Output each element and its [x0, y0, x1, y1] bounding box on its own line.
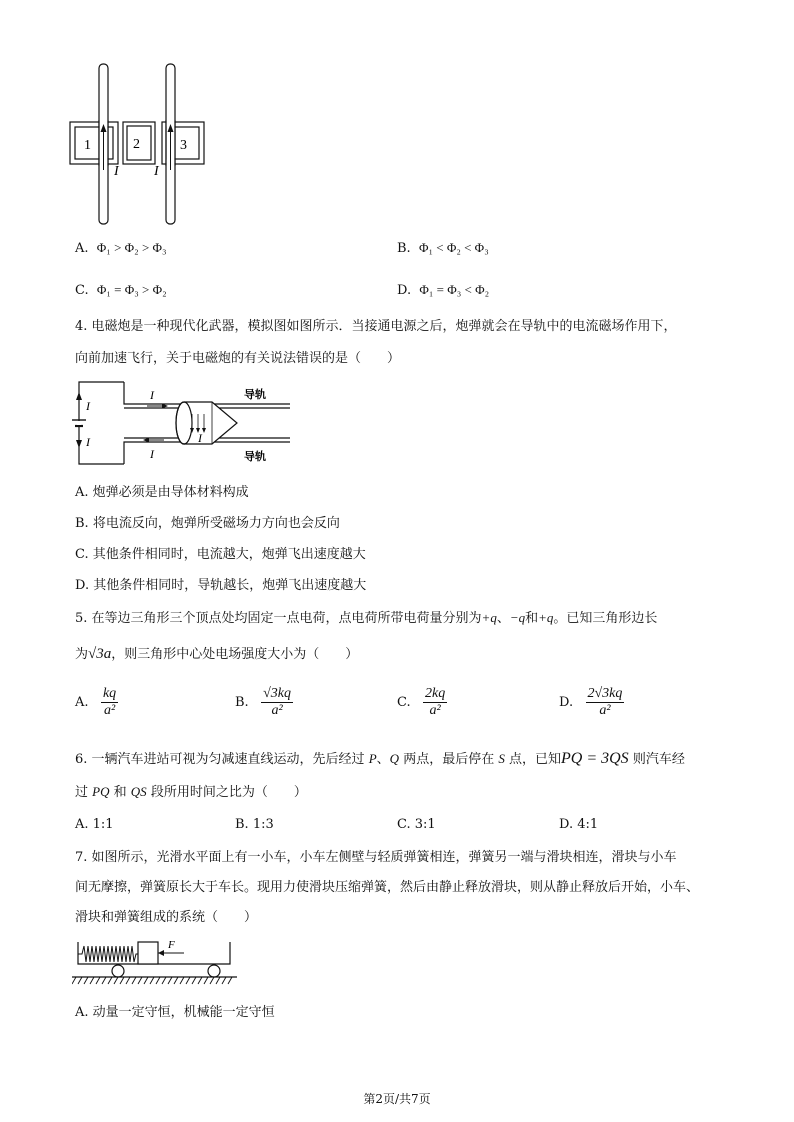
- q5-stem-line1: 5. 在等边三角形三个顶点处均固定一点电荷，点电荷所带电荷量分别为+q、−q和+q。已知三角形边长: [75, 610, 658, 626]
- fraction: $\frac{2√3kq}{\text{a²}}$: [587, 686, 623, 718]
- q4-stem-line1: 4. 电磁炮是一种现代化武器，模拟图如图所示．当接通电源之后，炮弹就会在导轨中的电流磁场作用下，: [75, 319, 677, 334]
- fraction: $\frac{2kq}{\text{a²}}$: [425, 686, 446, 718]
- q3-option-c: C. Φ₁ = Φ₃ > Φ₂: [75, 282, 167, 298]
- q3-figure: [66, 60, 216, 230]
- q5-option-c: C. $\frac{2kq}{\text{a²}}$: [397, 686, 446, 718]
- q6-option-b: B. 1:3: [235, 817, 274, 832]
- q5-stem-line2: 为√3a，则三角形中心处电场强度大小为（ ）: [75, 646, 359, 662]
- q4-option-d: D. 其他条件相同时，导轨越长，炮弹飞出速度越大: [75, 578, 367, 593]
- q6-stem-line2: 过 PQ 和 QS 段所用时间之比为（ ）: [75, 784, 307, 800]
- page-number: 第2页/共7页: [363, 1092, 431, 1106]
- loop-1: [70, 122, 118, 164]
- current-label-right: I: [154, 164, 159, 179]
- q4-option-a: A. 炮弹必须是由导体材料构成: [75, 485, 249, 500]
- q7-stem-line3: 滑块和弹簧组成的系统（ ）: [75, 910, 258, 925]
- q7-figure: [72, 936, 237, 986]
- q7-stem-line2: 间无摩擦，弹簧原长大于车长。现用力使滑块压缩弹簧，然后由静止释放滑块，则从静止释放后开始，小车、: [75, 880, 700, 895]
- q6-option-a: A. 1:1: [75, 817, 114, 832]
- svg-text:I: I: [86, 435, 90, 449]
- q4-option-c: C. 其他条件相同时，电流越大，炮弹飞出速度越大: [75, 547, 366, 562]
- q6-stem-line1: 6. 一辆汽车进站可视为匀减速直线运动，先后经过 P、Q 两点，最后停在 S 点，已知PQ = 3QS 则汽车经: [75, 750, 685, 767]
- slider-block: [138, 942, 158, 964]
- fraction: $\frac{kq}{\text{a²}}$: [102, 686, 117, 718]
- svg-text:I: I: [198, 431, 202, 445]
- svg-text:I: I: [86, 399, 90, 413]
- q3-option-b: B. Φ₁ < Φ₂ < Φ₃: [397, 240, 489, 256]
- svg-text:I: I: [150, 447, 154, 461]
- loop-2-label: 2: [133, 137, 140, 152]
- current-label-left: I: [114, 164, 119, 179]
- q4-figure: [72, 378, 297, 468]
- loop-3-label: 3: [180, 138, 187, 153]
- q3-option-d: D. Φ₁ = Φ₃ < Φ₂: [397, 282, 490, 298]
- rail-label-top: 导轨: [244, 389, 266, 401]
- q5-option-b: B. $\frac{√3kq}{\text{a²}}$: [235, 686, 291, 718]
- loop-1-label: 1: [84, 138, 91, 153]
- q5-option-a: A. $\frac{kq}{\text{a²}}$: [75, 686, 117, 718]
- q4-option-b: B. 将电流反向，炮弹所受磁场力方向也会反向: [75, 516, 340, 531]
- q7-option-a: A. 动量一定守恒，机械能一定守恒: [75, 1005, 275, 1020]
- q3-option-a: A. Φ₁ > Φ₂ > Φ₃: [75, 240, 167, 256]
- fraction: $\frac{√3kq}{\text{a²}}$: [263, 686, 291, 718]
- q5-option-d: D. $\frac{2√3kq}{\text{a²}}$: [559, 686, 623, 718]
- q6-option-d: D. 4:1: [559, 817, 599, 832]
- q7-stem-line1: 7. 如图所示，光滑水平面上有一小车，小车左侧壁与轻质弹簧相连，弹簧另一端与滑块相连，滑块与小车: [75, 850, 677, 865]
- q4-stem-line2: 向前加速飞行，关于电磁炮的有关说法错误的是（ ）: [75, 351, 401, 366]
- rail-label-bottom: 导轨: [244, 451, 266, 463]
- svg-text:I: I: [150, 388, 154, 402]
- force-label: F: [168, 939, 175, 951]
- q6-option-c: C. 3:1: [397, 817, 436, 832]
